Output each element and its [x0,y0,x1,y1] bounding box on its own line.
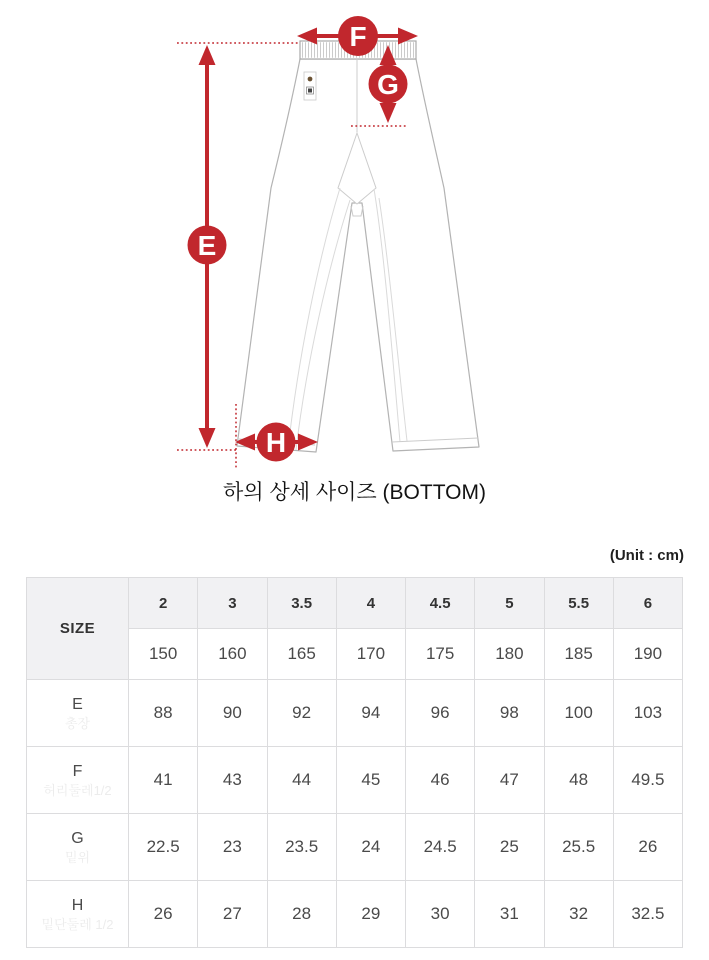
diagram-caption: 하의 상세 사이즈 (BOTTOM) [223,481,486,504]
value-cell: 27 [198,881,267,948]
row-label: 밑위 [64,849,91,865]
row-header-f [27,747,129,814]
value-cell: 98 [475,680,544,747]
e-arrowhead-down-icon [199,428,216,448]
value-cell: 32 [544,881,613,948]
size-cell: 3 [198,578,267,629]
size-cell: 4 [336,578,405,629]
unit-label: (Unit : cm) [609,547,684,564]
value-cell: 46 [406,747,475,814]
row-label: 허리둘레1/2 [43,782,112,798]
row-code: G [71,829,84,847]
value-cell: 23.5 [267,814,336,881]
height-cell: 160 [198,629,267,680]
value-cell: 26 [613,814,682,881]
value-cell: 44 [267,747,336,814]
height-cell: 185 [544,629,613,680]
measure-row-e [27,680,683,747]
h-badge-label: H [265,427,287,458]
row-header-h [27,881,129,948]
row-label: 밑단둘레 1/2 [41,916,114,932]
value-cell: 24 [336,814,405,881]
size-cell: 6 [613,578,682,629]
height-cell: 165 [267,629,336,680]
row-code: F [72,762,83,780]
value-cell: 45 [336,747,405,814]
pants-drawing [237,41,479,452]
height-cell: 180 [475,629,544,680]
brand-label-patch [304,72,316,100]
row-header-e [27,680,129,747]
pants-measurement-diagram [0,0,709,475]
value-cell: 48 [544,747,613,814]
e-arrowhead-up-icon [199,45,216,65]
g-badge-label: G [377,69,399,100]
row-header-g [27,814,129,881]
value-cell: 24.5 [406,814,475,881]
e-badge-label: E [197,230,217,261]
value-cell: 43 [198,747,267,814]
gusset-detail [351,206,363,216]
value-cell: 88 [129,680,198,747]
value-cell: 29 [336,881,405,948]
value-cell: 25.5 [544,814,613,881]
value-cell: 25 [475,814,544,881]
size-cell: 4.5 [406,578,475,629]
pants-body-outline [237,59,479,452]
value-cell: 49.5 [613,747,682,814]
value-cell: 96 [406,680,475,747]
value-cell: 94 [336,680,405,747]
measure-row-f [27,747,683,814]
row-label: 총장 [64,715,91,731]
f-badge-label: F [349,21,367,52]
value-cell: 92 [267,680,336,747]
height-cell: 170 [336,629,405,680]
height-cell: 175 [406,629,475,680]
size-number-row [27,578,683,629]
value-cell: 22.5 [129,814,198,881]
measure-e [188,45,227,448]
value-cell: 41 [129,747,198,814]
value-cell: 47 [475,747,544,814]
value-cell: 26 [129,881,198,948]
value-cell: 31 [475,881,544,948]
value-cell: 100 [544,680,613,747]
size-cell: 2 [129,578,198,629]
value-cell: 28 [267,881,336,948]
value-cell: 23 [198,814,267,881]
value-cell: 103 [613,680,682,747]
measure-row-g [27,814,683,881]
height-cell: 190 [613,629,682,680]
size-cell: 5 [475,578,544,629]
size-cell: 5.5 [544,578,613,629]
measure-row-h [27,881,683,948]
size-table [26,577,683,948]
value-cell: 30 [406,881,475,948]
row-code: E [72,695,83,713]
value-cell: 90 [198,680,267,747]
size-header-cell: SIZE [27,578,129,680]
value-cell: 32.5 [613,881,682,948]
height-cell: 150 [129,629,198,680]
row-code: H [71,896,84,914]
size-cell: 3.5 [267,578,336,629]
